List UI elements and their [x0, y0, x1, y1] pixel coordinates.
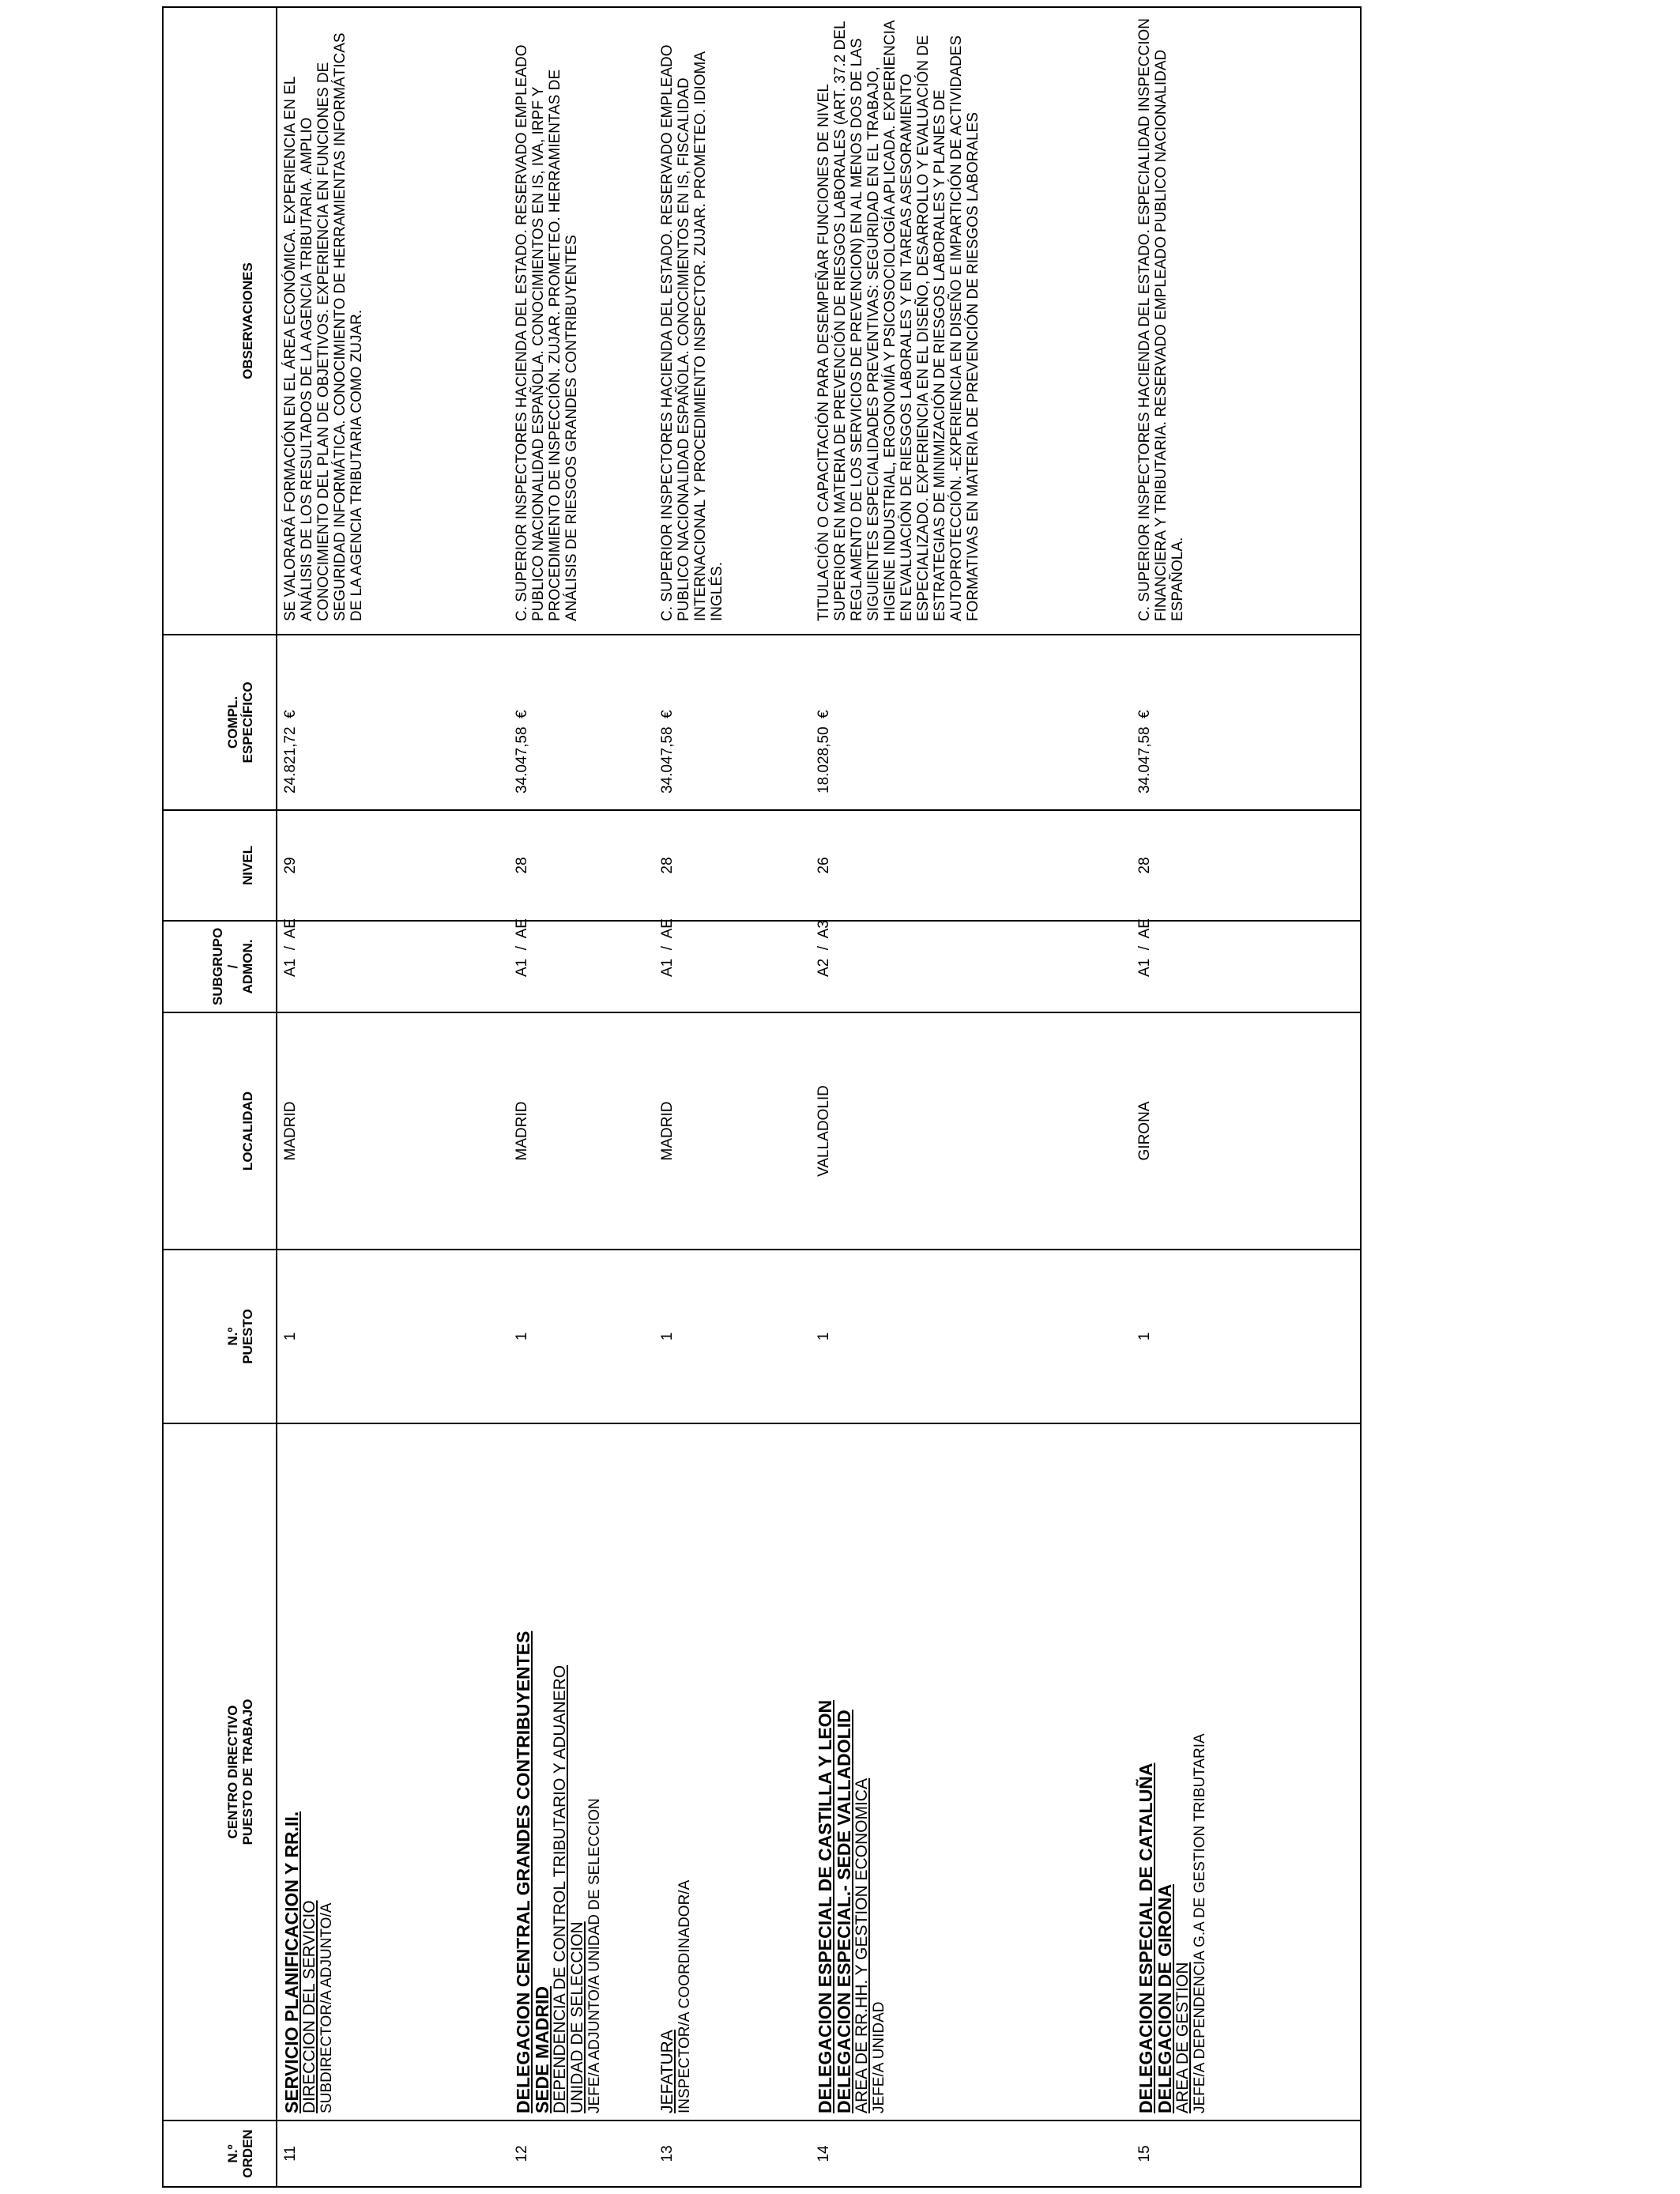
orden-cell-text: 13	[659, 2145, 676, 2162]
nivel-cell	[811, 810, 1132, 921]
orden-cell	[654, 2120, 811, 2187]
subgrupo-cell	[1132, 918, 1361, 1012]
nivel-cell-text: 29	[282, 857, 299, 874]
subgrupo-cell-text: A1 / AE	[282, 918, 299, 977]
npuesto-cell-text: 1	[514, 1332, 530, 1341]
unit-heading: AREA DE RR.HH. Y GESTION ECONOMICA	[853, 1778, 871, 2113]
npuesto-cell	[277, 1250, 509, 1423]
unit-heading: UNIDAD DE SELECCION	[568, 1921, 586, 2113]
obs-cell-text: SE VALORARÁ FORMACIÓN EN EL ÁREA ECONÓMICA. EXPERIENCIA EN EL ANÁLISIS DE LOS RESULTADOS DE LA AGENCIA TRIBUTARIA. AMPLIO CONOCIMIENTO DEL PLAN DE OBJETIVOS. EXPERIENCIA EN FUNCIONES DE SEGURIDAD INFORMÁTICA. CONOCIMIENTO DE HERRAMIENTAS INFORMÁTICAS DE LA AGENCIA TRIBUTARIA COMO ZUJAR.	[282, 32, 365, 621]
localidad-cell	[654, 1012, 811, 1250]
subgrupo-cell	[654, 918, 811, 1012]
table-row	[509, 7, 654, 2187]
npuesto-cell-text: 1	[282, 1332, 299, 1341]
header-orden: N.º ORDEN	[163, 2120, 277, 2187]
nivel-cell	[509, 810, 654, 921]
localidad-cell	[1132, 1012, 1361, 1250]
npuesto-cell	[811, 1250, 1132, 1423]
nivel-cell-text: 28	[1136, 857, 1153, 874]
nivel-cell	[654, 810, 811, 921]
obs-cell	[1132, 7, 1361, 635]
centro-cell	[277, 1423, 509, 2120]
table-row	[654, 7, 811, 2187]
nivel-cell	[277, 810, 509, 921]
localidad-cell-text: MADRID	[659, 1101, 676, 1161]
unit-heading: AREA DE GESTION	[1173, 1962, 1192, 2113]
orden-cell-text: 14	[816, 2145, 832, 2162]
compl-cell-text: 18.028,50 €	[816, 710, 832, 794]
header-row	[163, 7, 277, 2187]
subgrupo-cell-text: A1 / AE	[659, 918, 676, 977]
job-title: JEFE/A ADJUNTO/A UNIDAD DE SELECCION	[586, 1798, 603, 2113]
localidad-cell	[277, 1012, 509, 1250]
job-title: INSPECTOR/A COORDINADOR/A	[676, 1879, 693, 2113]
centro-cell	[811, 1423, 1132, 2120]
unit-heading: SERVICIO PLANIFICACION Y RR.II.	[281, 1811, 302, 2113]
npuesto-cell	[654, 1250, 811, 1423]
unit-heading: DELEGACION ESPECIAL.- SEDE VALLADOLID	[834, 1710, 854, 2113]
localidad-cell-text: MADRID	[514, 1101, 530, 1161]
header-centro: CENTRO DIRECTIVO PUESTO DE TRABAJO	[163, 1423, 277, 2120]
job-title: JEFE/A DEPENDENCIA G.A DE GESTION TRIBUTARIA	[1192, 1733, 1208, 2113]
unit-heading: DELEGACION ESPECIAL DE CASTILLA Y LEON	[815, 1699, 835, 2113]
vacancies-table	[162, 6, 1362, 2188]
compl-cell	[811, 635, 1132, 810]
obs-cell-text: C. SUPERIOR INSPECTORES HACIENDA DEL ESTADO. RESERVADO EMPLEADO PUBLICO NACIONALIDAD ESPAÑOLA. CONOCIMIENTOS EN IS, IVA, IRPF Y PROCEDIMIENTO DE INSPECCIÓN. ZUJAR. PROMETEO. HERRAMIENTAS DE ANÁLISIS DE RIESGOS GRANDES CONTRIBUYENTES	[514, 44, 580, 621]
header-subgrupo: SUBGRUPO / ADMON.	[163, 921, 277, 1012]
compl-cell	[277, 635, 509, 810]
obs-cell-text: C. SUPERIOR INSPECTORES HACIENDA DEL ESTADO. RESERVADO EMPLEADO PUBLICO NACIONALIDAD ESPAÑOLA. CONOCIMIENTOS EN IS, FISCALIDAD INTERNACIONAL Y PROCEDIMIENTO INSPECTOR. ZUJAR. PROMETEO. IDIOMA INGLÉS.	[659, 44, 725, 621]
unit-heading: DELEGACION ESPECIAL DE CATALUÑA	[1136, 1762, 1156, 2113]
orden-cell	[1132, 2120, 1361, 2187]
job-title: JEFE/A UNIDAD	[871, 2001, 887, 2113]
nivel-cell	[1132, 810, 1361, 921]
npuesto-cell	[509, 1250, 654, 1423]
unit-heading: SEDE MADRID	[532, 1985, 552, 2113]
orden-cell	[277, 2120, 509, 2187]
unit-heading: DIRECCION DEL SERVICIO	[300, 1900, 318, 2113]
obs-cell	[654, 7, 811, 635]
unit-heading: DEPENDENCIA DE CONTROL TRIBUTARIO Y ADUANERO	[551, 1664, 569, 2113]
compl-cell-text: 34.047,58 €	[1136, 710, 1153, 794]
subgrupo-cell-text: A2 / A3	[816, 920, 832, 977]
orden-cell	[509, 2120, 654, 2187]
orden-cell	[811, 2120, 1132, 2187]
compl-cell	[1132, 635, 1361, 810]
centro-cell	[1132, 1423, 1361, 2120]
compl-cell	[654, 635, 811, 810]
header-npuesto: N.º PUESTO	[163, 1250, 277, 1423]
table-row	[811, 7, 1132, 2187]
localidad-cell-text: VALLADOLID	[816, 1085, 832, 1177]
subgrupo-cell	[277, 918, 509, 1012]
centro-cell	[509, 1423, 654, 2120]
localidad-cell	[811, 1012, 1132, 1250]
header-nivel: NIVEL	[163, 810, 277, 921]
subgrupo-cell-text: A1 / AE	[1136, 918, 1153, 977]
header-localidad: LOCALIDAD	[163, 1012, 277, 1250]
nivel-cell-text: 26	[816, 857, 832, 874]
compl-cell-text: 34.047,58 €	[514, 710, 530, 794]
obs-cell	[509, 7, 654, 635]
compl-cell-text: 34.047,58 €	[659, 710, 676, 794]
localidad-cell	[509, 1012, 654, 1250]
job-title: SUBDIRECTOR/A ADJUNTO/A	[318, 1902, 335, 2113]
compl-cell	[509, 635, 654, 810]
subgrupo-cell	[811, 921, 1132, 1012]
compl-cell-text: 24.821,72 €	[282, 710, 299, 794]
header-compl: COMPL. ESPECÍFICO	[163, 635, 277, 810]
npuesto-cell-text: 1	[816, 1332, 832, 1341]
table-row	[277, 7, 509, 2187]
subgrupo-cell-text: A1 / AE	[514, 918, 530, 977]
nivel-cell-text: 28	[659, 857, 676, 874]
localidad-cell-text: GIRONA	[1136, 1101, 1153, 1161]
obs-cell	[811, 7, 1132, 635]
orden-cell-text: 12	[514, 2145, 530, 2162]
obs-cell-text: TITULACIÓN O CAPACITACIÓN PARA DESEMPEÑAR FUNCIONES DE NIVEL SUPERIOR EN MATERIA DE PREVENCIÓN DE RIESGOS LABORALES (ART. 37.2 DEL REGLAMENTO DE LOS SERVICIOS DE PREVENCION) EN AL MENOS DOS DE LAS SIGUIENTES ESPECIALIDADES PREVENTIVAS: SEGURIDAD EN EL TRABAJO, HIGIENE INDUSTRIAL, ERGONOMÍA Y PSICOSOCIOLOGÍA APLICADA. EXPERIENCIA EN EVALUACIÓN DE RIESGOS LABORALES Y EN TAREAS ASESORAMIENTO ESPECIALIZADO. EXPERIENCIA EN EL DISEÑO, DESARROLLO Y EVALUACIÓN DE ESTRATEGIAS DE MINIMIZACIÓN DE RIESGOS LABORALES Y PLANES DE AUTOPROTECCIÓN. -EXPERIENCIA EN DISEÑO E IMPARTICIÓN DE ACTIVIDADES FORMATIVAS EN MATERIA DE PREVENCIÓN DE RIESGOS LABORALES	[816, 21, 981, 621]
orden-cell-text: 15	[1136, 2145, 1153, 2162]
orden-cell-text: 11	[282, 2146, 299, 2162]
header-obs: OBSERVACIONES	[163, 7, 277, 635]
npuesto-cell	[1132, 1250, 1361, 1423]
unit-heading: DELEGACION CENTRAL GRANDES CONTRIBUYENTES	[513, 1630, 533, 2113]
obs-cell-text: C. SUPERIOR INSPECTORES HACIENDA DEL ESTADO. ESPECIALIDAD INSPECCION FINANCIERA Y TRIBUTARIA. RESERVADO EMPLEADO PUBLICO NACIONALIDAD ESPAÑOLA.	[1136, 18, 1186, 621]
unit-heading: JEFATURA	[658, 2030, 676, 2113]
npuesto-cell-text: 1	[659, 1332, 676, 1341]
unit-heading: DELEGACION DE GIRONA	[1155, 1883, 1175, 2113]
obs-cell	[277, 7, 509, 635]
table-row	[1132, 7, 1361, 2187]
centro-cell	[654, 1423, 811, 2120]
nivel-cell-text: 28	[514, 857, 530, 874]
localidad-cell-text: MADRID	[282, 1101, 299, 1161]
npuesto-cell-text: 1	[1136, 1332, 1153, 1341]
subgrupo-cell	[509, 918, 654, 1012]
